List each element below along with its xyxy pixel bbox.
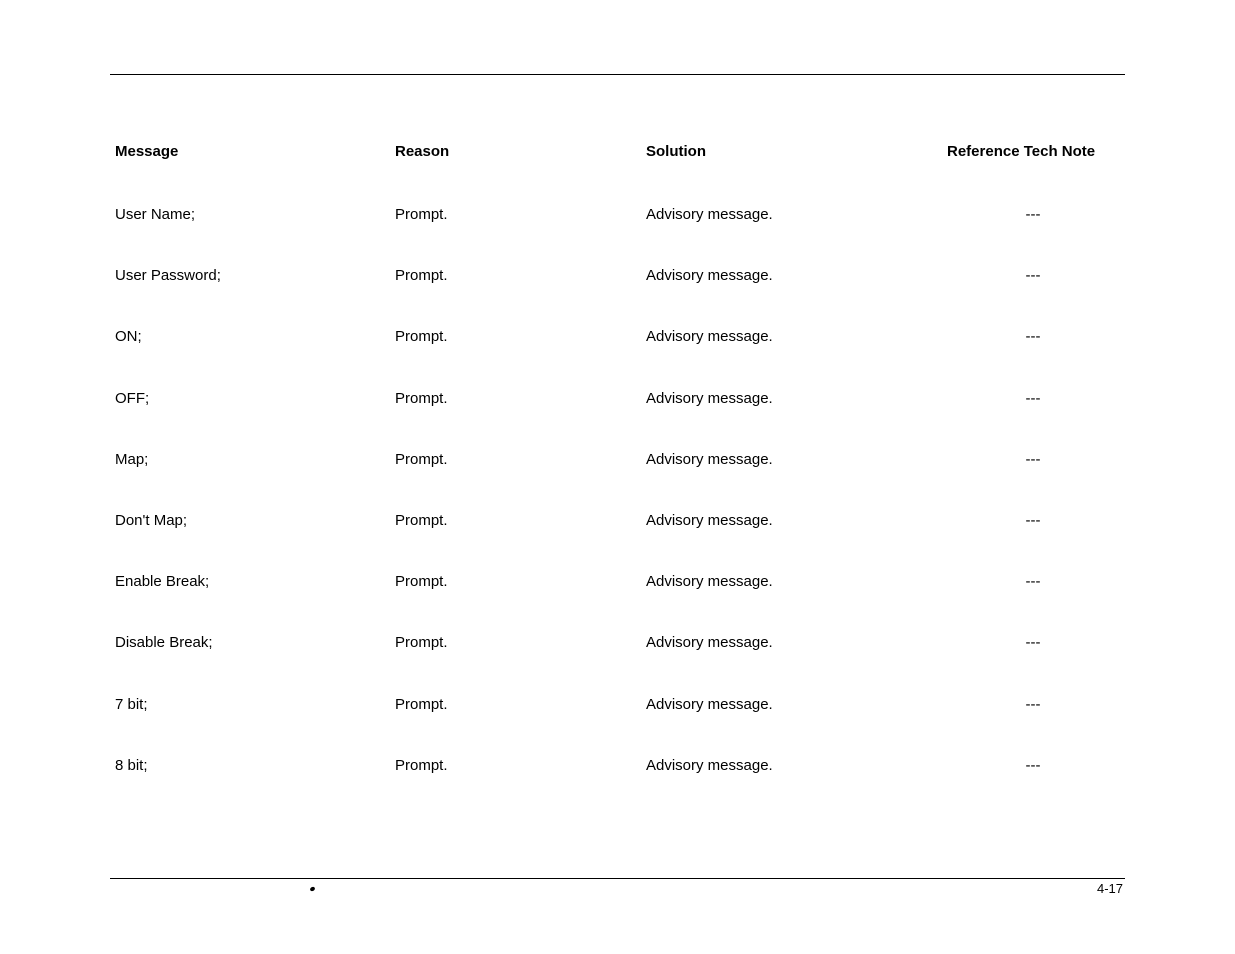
cell-reference: ---: [1025, 267, 1041, 284]
cell-reference: ---: [1025, 696, 1041, 713]
cell-message: User Password;: [115, 267, 221, 284]
footer-bullet-mark: [309, 886, 315, 892]
cell-reason: Prompt.: [395, 573, 448, 590]
cell-message: OFF;: [115, 390, 150, 407]
cell-message: 8 bit;: [115, 757, 148, 774]
cell-solution: Advisory message.: [646, 390, 773, 407]
cell-solution: Advisory message.: [646, 328, 773, 345]
cell-reference: ---: [1025, 451, 1041, 468]
header-message: Message: [115, 143, 179, 160]
cell-reason: Prompt.: [395, 328, 448, 345]
cell-message: Enable Break;: [115, 573, 210, 590]
cell-message: User Name;: [115, 206, 196, 223]
cell-reference: ---: [1025, 573, 1041, 590]
footer-rule: [110, 878, 1125, 879]
cell-message: Map;: [115, 451, 149, 468]
cell-solution: Advisory message.: [646, 573, 773, 590]
cell-message: Don't Map;: [115, 512, 188, 529]
header-reason: Reason: [395, 143, 450, 160]
cell-solution: Advisory message.: [646, 757, 773, 774]
cell-message: Disable Break;: [115, 634, 213, 651]
page-number: 4-17: [1096, 881, 1123, 896]
cell-reason: Prompt.: [395, 512, 448, 529]
cell-reference: ---: [1025, 206, 1041, 223]
header-reference: Reference Tech Note: [947, 143, 1096, 160]
cell-message: ON;: [115, 328, 142, 345]
header-solution: Solution: [646, 143, 706, 160]
cell-reason: Prompt.: [395, 206, 448, 223]
cell-reason: Prompt.: [395, 451, 448, 468]
cell-reference: ---: [1025, 757, 1041, 774]
cell-reference: ---: [1025, 328, 1041, 345]
cell-solution: Advisory message.: [646, 634, 773, 651]
cell-reason: Prompt.: [395, 696, 448, 713]
header-rule: [110, 74, 1125, 75]
cell-solution: Advisory message.: [646, 696, 773, 713]
cell-reason: Prompt.: [395, 390, 448, 407]
cell-message: 7 bit;: [115, 696, 148, 713]
cell-reason: Prompt.: [395, 267, 448, 284]
cell-reference: ---: [1025, 634, 1041, 651]
cell-reference: ---: [1025, 390, 1041, 407]
cell-reason: Prompt.: [395, 634, 448, 651]
cell-reason: Prompt.: [395, 757, 448, 774]
cell-solution: Advisory message.: [646, 512, 773, 529]
cell-solution: Advisory message.: [646, 451, 773, 468]
cell-reference: ---: [1025, 512, 1041, 529]
cell-solution: Advisory message.: [646, 267, 773, 284]
cell-solution: Advisory message.: [646, 206, 773, 223]
